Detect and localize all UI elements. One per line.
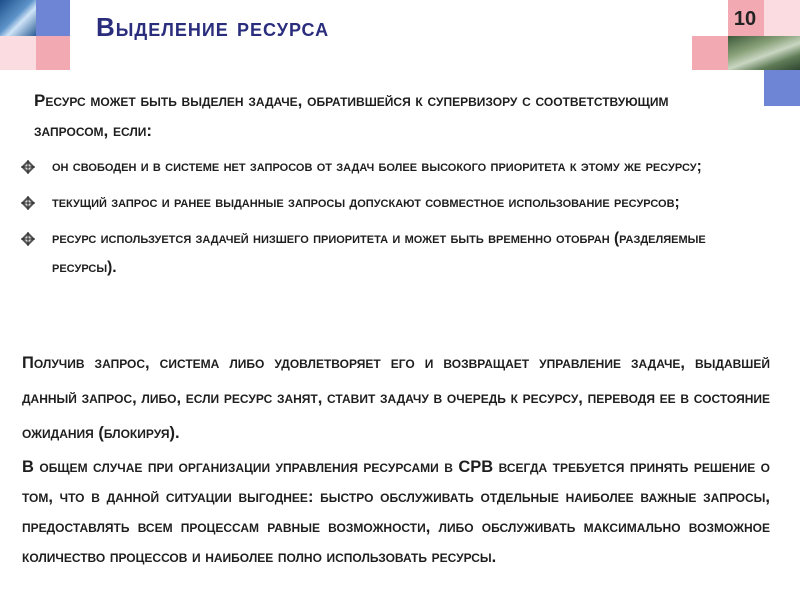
bullet-list — [14, 152, 774, 289]
bullet-text: он свободен и в системе нет запросов от задач более высокого приоритета к этому же ресурсу; — [52, 158, 702, 175]
bullet-item — [14, 152, 774, 181]
paragraph-request-handling: Получив запрос, система либо удовлетворяет его и возвращает управление задаче, выдавшей данный запрос, либо, если ресурс занят, ставит задачу в очередь к ресурсу, переводя ее в состояние ожидания (блокируя). — [22, 354, 770, 442]
slide-title: Выделение ресурса — [96, 12, 330, 42]
decor-square-pink — [36, 36, 70, 70]
intro-text: Ресурс может быть выделен задаче, обратившейся к супервизору с соответствующим запросом, если: — [34, 91, 669, 140]
corner-photo-tile — [0, 0, 36, 36]
page-number: 10 — [733, 8, 757, 30]
bullet-text: ресурс используется задачей низшего приоритета и может быть временно отобран (разделяемые ресурсы). — [52, 230, 706, 276]
diamond-bullet-icon — [20, 195, 36, 211]
corner-photo-tile — [728, 36, 800, 70]
decor-square-pink — [692, 36, 728, 70]
decor-square-light-pink — [0, 36, 36, 70]
diamond-bullet-icon — [20, 231, 36, 247]
diamond-bullet-icon — [20, 159, 36, 175]
bullet-item — [14, 188, 774, 217]
paragraph-general-case: В общем случае при организации управления ресурсами в СРВ всегда требуется принять решение о том, что в данной ситуации выгоднее: быстро обслуживать отдельные наиболее важные запросы, предоставлять всем процессам равные возможности, либо обслуживать максимально возможное количество процессов и наиболее полно использовать ресурсы. — [22, 458, 770, 566]
bullet-item — [14, 224, 774, 282]
decor-square-blue — [36, 0, 70, 36]
decor-square-light-pink — [764, 0, 800, 36]
bullet-text: текущий запрос и ранее выданные запросы допускают совместное использование ресурсов; — [52, 194, 680, 211]
decor-square-blue — [764, 70, 800, 106]
